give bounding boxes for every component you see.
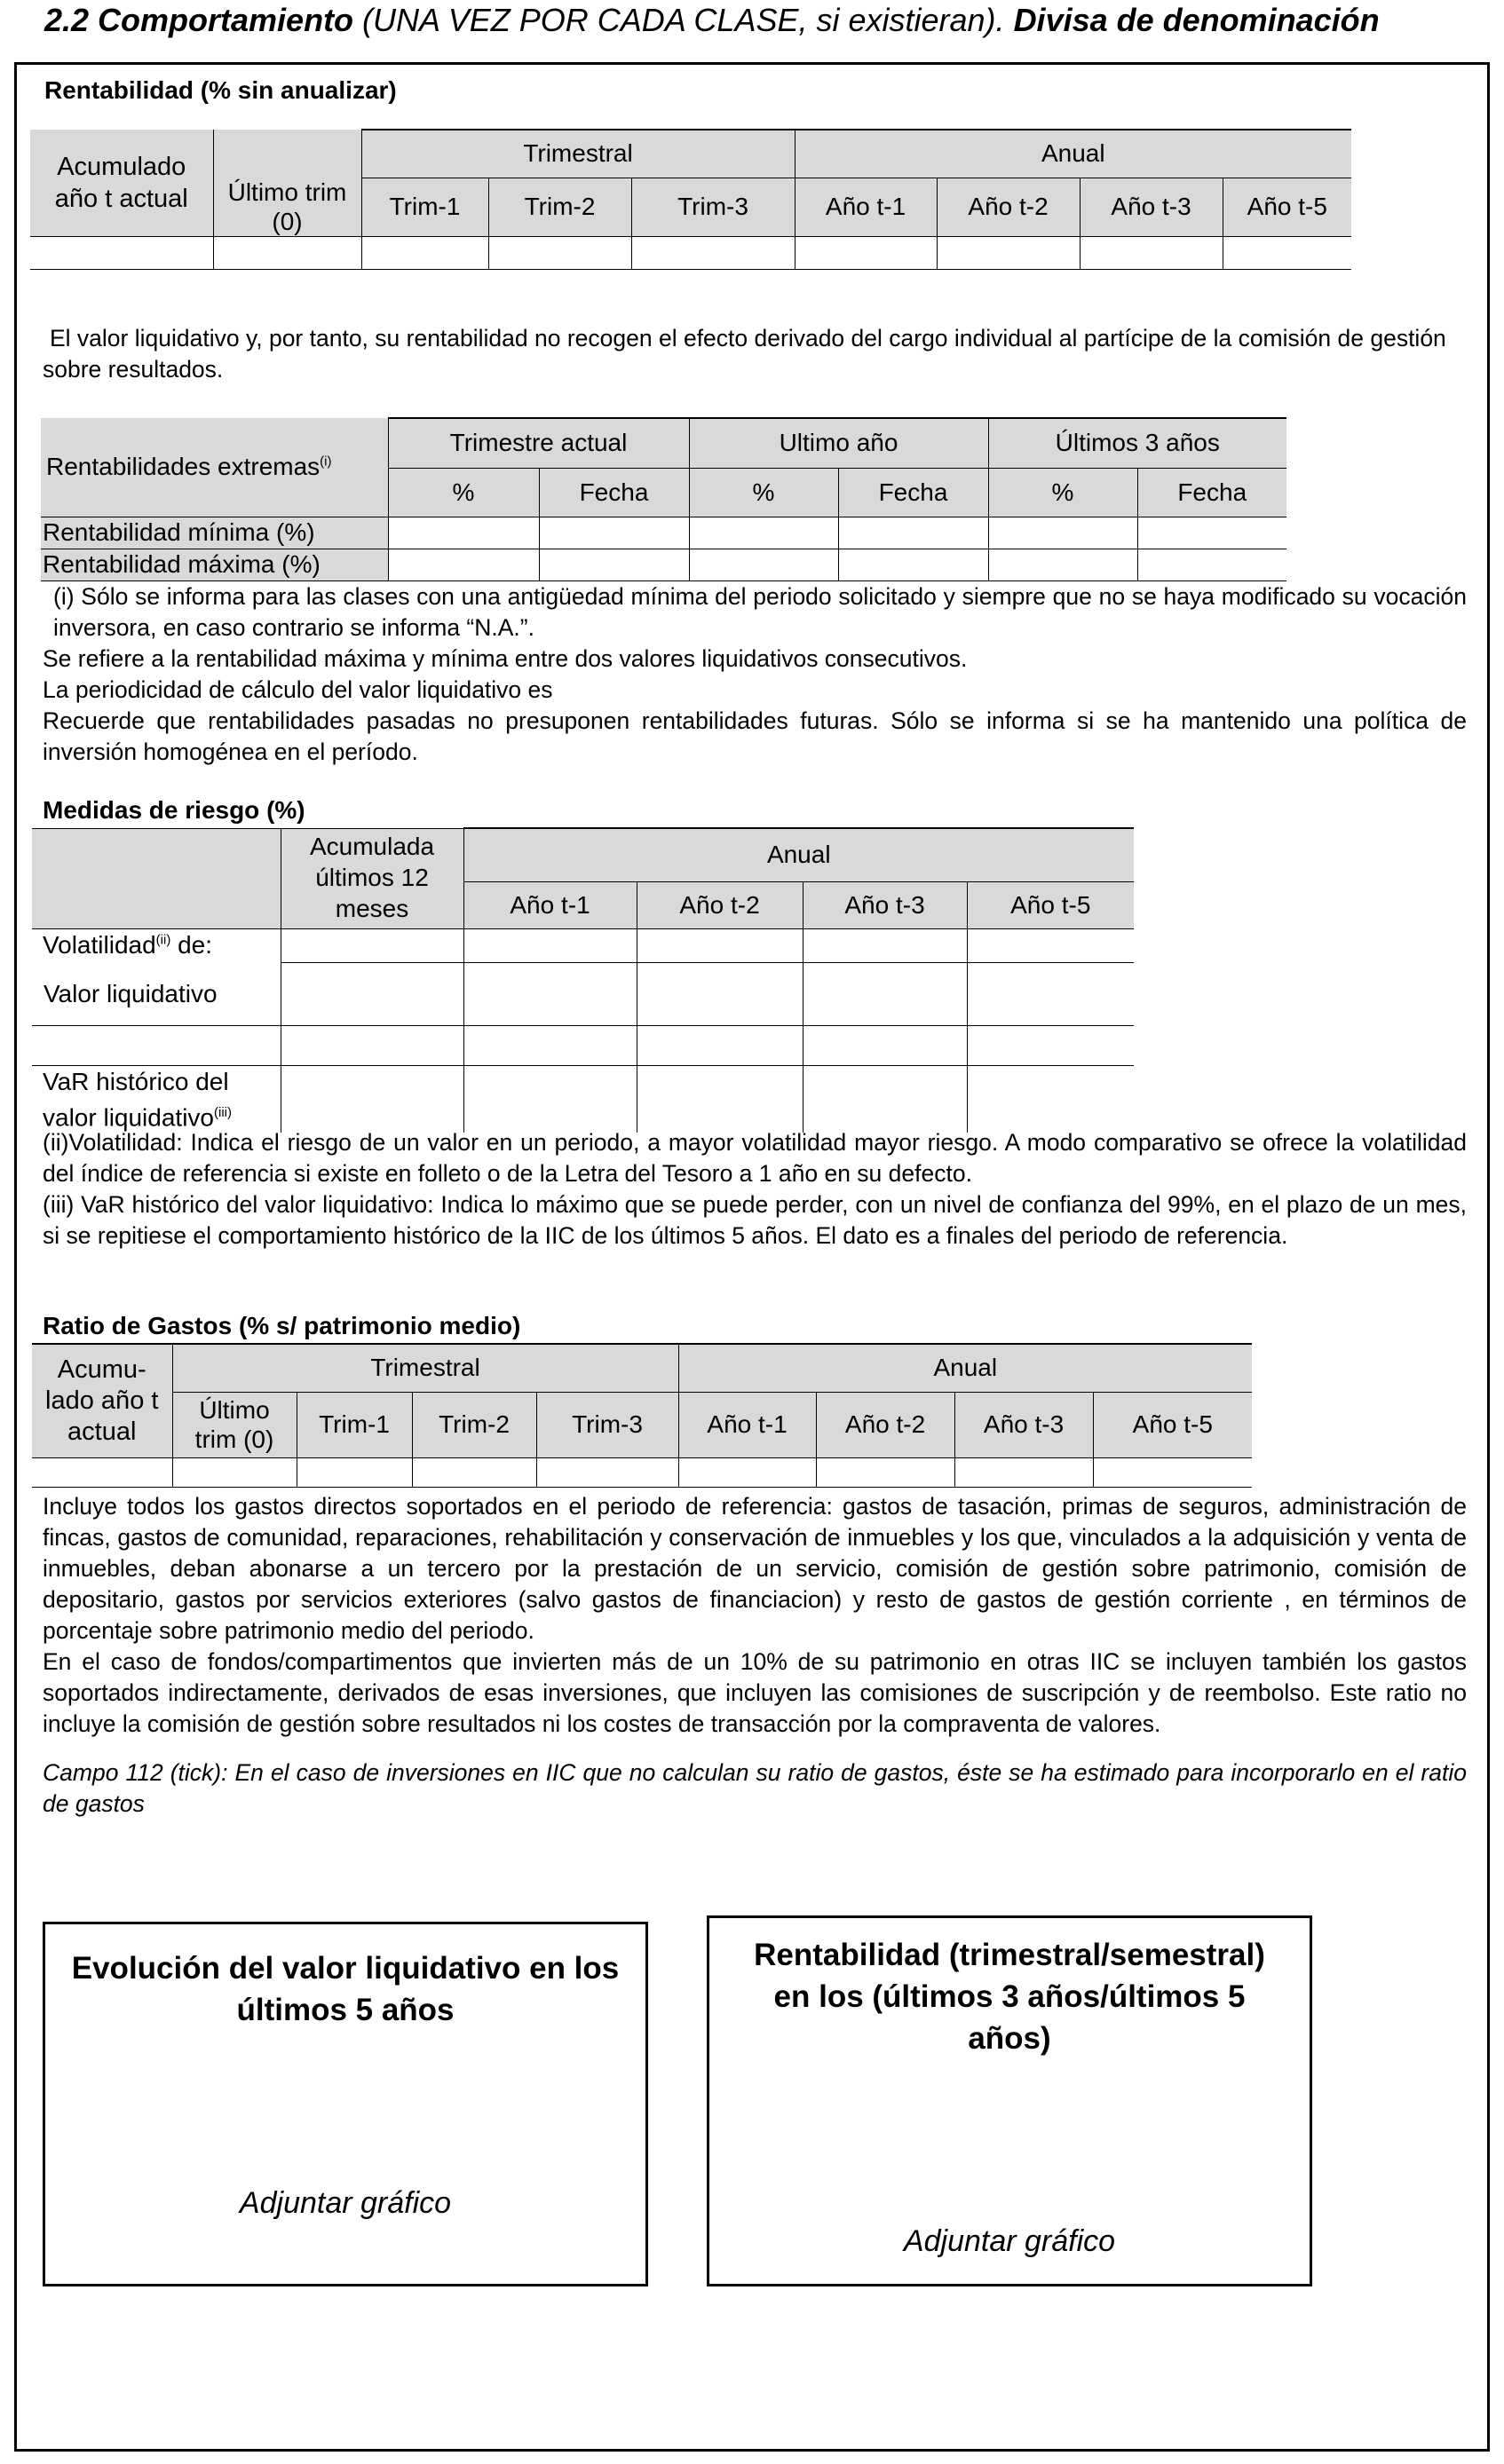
chart-title-evolucion: Evolución del valor liquidativo en los últimos 5 años [71, 1951, 620, 2027]
extremas-table [41, 417, 1286, 581]
input-cell[interactable] [967, 1025, 1134, 1065]
extremas-header [41, 418, 388, 517]
header-ano-t-2: Año t-2 [937, 178, 1080, 237]
input-cell[interactable] [637, 962, 803, 1025]
header-acumulado: Acumu- lado año t actual [32, 1344, 172, 1457]
header-acumulado: Acumulado año t actual [30, 130, 213, 237]
attach-chart-hint: Adjuntar gráfico [239, 2186, 452, 2220]
header-ano-t-5: Año t-5 [1223, 178, 1351, 237]
table-row [32, 1457, 1252, 1487]
section-heading [44, 2, 1380, 39]
table-row [32, 928, 1134, 962]
header-pct: % [988, 468, 1137, 517]
header-trim-1: Trim-1 [297, 1392, 412, 1457]
riesgo-notes [43, 1127, 1467, 1252]
header-fecha: Fecha [539, 468, 689, 517]
header-fecha: Fecha [838, 468, 988, 517]
note-recuerde: Recuerde que rentabilidades pasadas no presuponen rentabilidades futuras. Sólo se informa si se ha mantenido una política de inversión homogénea en el período. [43, 707, 1467, 765]
header-trimestral: Trimestral [172, 1344, 678, 1392]
input-cell[interactable] [361, 237, 488, 270]
riesgo-table [32, 827, 1134, 1133]
volatilidad-sup: (ii) [155, 932, 171, 948]
note-var: (iii) VaR histórico del valor liquidativo: Indica lo máximo que se puede perder, con un nivel de confianza del 99%, en el plazo de un mes, si se repitiese el comportamiento histórico de la IIC de los últimos 5 años. El dato es a finales del periodo de referencia. [43, 1191, 1467, 1249]
header-trimestre-actual: Trimestre actual [388, 418, 689, 468]
input-cell[interactable] [988, 517, 1137, 549]
extremas-sup: (i) [320, 454, 332, 470]
input-cell[interactable] [631, 237, 795, 270]
header-ano-t-3: Año t-3 [954, 1392, 1093, 1457]
riesgo-title: Medidas de riesgo (%) [43, 796, 305, 824]
header-acumulada: Acumulada últimos 12 meses [281, 828, 463, 928]
header-ultimo-top [213, 130, 361, 178]
attach-chart-hint: Adjuntar gráfico [903, 2224, 1116, 2258]
input-cell[interactable] [689, 517, 838, 549]
header-trim-2: Trim-2 [488, 178, 631, 237]
note-fondos: En el caso de fondos/compartimentos que invierten más de un 10% de su patrimonio en otras IIC se incluyen también los gastos soportados indirectamente, derivados de esas inversiones, que incluyen las comisiones de suscripción y de reembolso. Este ratio no incluye la comisión de gestión sobre resultados ni los costes de transacción por la compraventa de valores. [43, 1648, 1467, 1737]
valor-liq-label: Valor liquidativo [43, 979, 218, 1007]
var-sup: (iii) [214, 1104, 232, 1120]
table-row [30, 237, 1351, 270]
input-cell[interactable] [388, 549, 539, 580]
input-cell[interactable] [32, 1457, 172, 1487]
extremas-notes [43, 581, 1467, 768]
header-ultimo-trim: Último trim (0) [213, 178, 361, 237]
riesgo-corner [32, 828, 281, 928]
note-volatilidad: (ii)Volatilidad: Indica el riesgo de un valor en un periodo, a mayor volatilidad mayor riesgo. A modo comparativo se ofrece la volatilidad del índice de referencia si existe en folleto o de la Letra del Tesoro a 1 año en su defecto. [43, 1129, 1467, 1187]
note-campo-112: Campo 112 (tick): En el caso de inversiones en IIC que no calculan su ratio de gastos, éste se ha estimado para incorporarlo en el ratio de gastos [43, 1759, 1467, 1817]
input-cell[interactable] [967, 962, 1134, 1025]
input-cell[interactable] [838, 549, 988, 580]
input-cell[interactable] [637, 928, 803, 962]
header-trim-3: Trim-3 [631, 178, 795, 237]
heading-suffix: Divisa de denominación [1013, 2, 1380, 38]
header-anual: Anual [795, 130, 1351, 178]
header-ano-t-5: Año t-5 [1093, 1392, 1252, 1457]
var-line1: VaR histórico del [43, 1067, 229, 1095]
input-cell[interactable] [213, 237, 361, 270]
input-cell[interactable] [1093, 1457, 1252, 1487]
input-cell[interactable] [281, 962, 463, 1025]
var-line2: valor liquidativo [43, 1102, 214, 1131]
input-cell[interactable] [463, 962, 637, 1025]
heading-prefix: 2.2 Comportamiento [44, 2, 354, 38]
heading-middle: (UNA VEZ POR CADA CLASE, si existieran). [353, 2, 1014, 38]
input-cell[interactable] [536, 1457, 678, 1487]
table-row [41, 549, 1286, 580]
input-cell[interactable] [937, 237, 1080, 270]
input-cell[interactable] [281, 1065, 463, 1133]
input-cell[interactable] [30, 237, 213, 270]
input-cell[interactable] [795, 237, 937, 270]
header-ano-t-2: Año t-2 [816, 1392, 954, 1457]
rentabilidad-table [30, 129, 1351, 270]
input-cell[interactable] [388, 517, 539, 549]
input-cell[interactable] [539, 517, 689, 549]
table-row [32, 1065, 1134, 1133]
input-cell[interactable] [988, 549, 1137, 580]
table-row [32, 1025, 1134, 1065]
header-trimestral: Trimestral [361, 130, 795, 178]
row-label-maxima: Rentabilidad máxima (%) [41, 549, 388, 580]
input-cell[interactable] [297, 1457, 412, 1487]
chart-placeholder-rentabilidad[interactable] [707, 1915, 1312, 2286]
header-trim-3: Trim-3 [536, 1392, 678, 1457]
header-ano-t-1: Año t-1 [463, 881, 637, 928]
chart-placeholder-evolucion[interactable] [43, 1922, 648, 2286]
note-i: (i) Sólo se informa para las clases con una antigüedad mínima del periodo solicitado y siempre que no se haya modificado su vocación inversora, en caso contrario se informa “N.A.”. [53, 583, 1467, 641]
input-cell[interactable] [803, 1025, 967, 1065]
header-ano-t-5: Año t-5 [967, 881, 1134, 928]
header-ano-t-3: Año t-3 [1080, 178, 1223, 237]
input-cell[interactable] [1223, 237, 1351, 270]
input-cell[interactable] [1137, 517, 1286, 549]
header-ultimo-ano: Ultimo año [689, 418, 988, 468]
gastos-notes [43, 1491, 1467, 1820]
table-row [41, 517, 1286, 549]
note-periodicidad: La periodicidad de cálculo del valor liquidativo es [43, 676, 553, 703]
header-ultimo-trim: Último trim (0) [172, 1392, 297, 1457]
input-cell[interactable] [488, 237, 631, 270]
rentabilidad-note [43, 323, 1467, 385]
header-trim-1: Trim-1 [361, 178, 488, 237]
header-ano-t-1: Año t-1 [795, 178, 937, 237]
input-cell[interactable] [803, 1065, 967, 1133]
input-cell[interactable] [838, 517, 988, 549]
input-cell[interactable] [689, 549, 838, 580]
gastos-table [32, 1343, 1252, 1488]
input-cell[interactable] [463, 928, 637, 962]
header-anual: Anual [678, 1344, 1252, 1392]
row-label-minima: Rentabilidad mínima (%) [41, 517, 388, 549]
spacer-cell [32, 1025, 281, 1065]
header-ano-t-1: Año t-1 [678, 1392, 816, 1457]
chart-title-rentabilidad: Rentabilidad (trimestral/semestral) en los (últimos 3 años/últimos 5 años) [754, 1938, 1265, 2056]
input-cell[interactable] [463, 1065, 637, 1133]
header-fecha: Fecha [1137, 468, 1286, 517]
input-cell[interactable] [1080, 237, 1223, 270]
note-maxmin: Se refiere a la rentabilidad máxima y mínima entre dos valores liquidativos consecutivos. [43, 645, 968, 672]
row-label-valor-liquidativo [32, 962, 281, 1025]
row-label-var [32, 1065, 281, 1133]
extremas-title: Rentabilidades extremas [46, 453, 321, 481]
rentabilidad-title: Rentabilidad (% sin anualizar) [44, 76, 397, 104]
input-cell[interactable] [678, 1457, 816, 1487]
input-cell[interactable] [637, 1065, 803, 1133]
header-ultimos-3-anos: Últimos 3 años [988, 418, 1286, 468]
note-incluye: Incluye todos los gastos directos soportados en el periodo de referencia: gastos de tasación, primas de seguros, administración de fincas, gastos de comunidad, reparaciones, rehabilitación y conservación de inmuebles y los que, vinculados a la adquisición y venta de inmuebles, deban abonarse a un tercero por la prestación de un servicio, comisión de gestión sobre patrimonio, comisión de depositario, gastos por servicios exteriores (salvo gastos de financiacion) y resto de gastos de gestión corriente , en términos de porcentaje sobre patrimonio medio del periodo. [43, 1493, 1467, 1644]
input-cell[interactable] [954, 1457, 1093, 1487]
input-cell[interactable] [172, 1457, 297, 1487]
input-cell[interactable] [967, 1065, 1134, 1133]
header-pct: % [689, 468, 838, 517]
header-anual: Anual [463, 828, 1134, 881]
input-cell[interactable] [803, 928, 967, 962]
header-pct: % [388, 468, 539, 517]
input-cell[interactable] [803, 962, 967, 1025]
input-cell[interactable] [463, 1025, 637, 1065]
header-ano-t-2: Año t-2 [637, 881, 803, 928]
table-row [32, 962, 1134, 1025]
gastos-title: Ratio de Gastos (% s/ patrimonio medio) [43, 1312, 521, 1339]
header-ano-t-3: Año t-3 [803, 881, 967, 928]
input-cell[interactable] [816, 1457, 954, 1487]
volatilidad-label: Volatilidad [43, 931, 156, 960]
input-cell[interactable] [281, 928, 463, 962]
header-trim-2: Trim-2 [412, 1392, 536, 1457]
input-cell[interactable] [1137, 549, 1286, 580]
input-cell[interactable] [412, 1457, 536, 1487]
input-cell[interactable] [281, 1025, 463, 1065]
input-cell[interactable] [967, 928, 1134, 962]
note-text: El valor liquidativo y, por tanto, su rentabilidad no recogen el efecto derivado del cargo individual al partícipe de la comisión de gestión sobre resultados. [43, 325, 1446, 383]
input-cell[interactable] [539, 549, 689, 580]
volatilidad-de: de: [170, 931, 213, 960]
input-cell[interactable] [637, 1025, 803, 1065]
row-label-volatilidad [32, 928, 281, 962]
